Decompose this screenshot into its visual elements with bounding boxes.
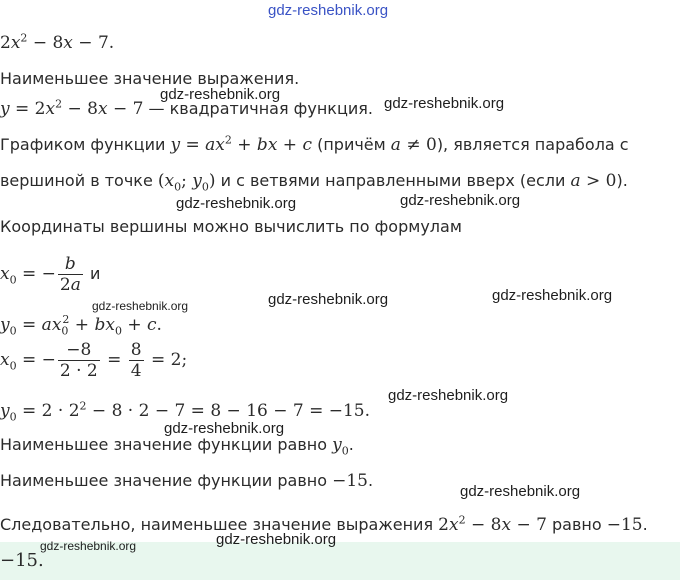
watermark: gdz-reshebnik.org (384, 95, 505, 112)
watermark: gdz-reshebnik.org (388, 387, 509, 404)
watermark: gdz-reshebnik.org (164, 420, 285, 437)
formula-x0: $x_0$ = − $\frac{b}{2a}$ и (0, 254, 101, 295)
function-line: $y = 2x^2 - 8x - 7$ — квадратичная функция. (0, 97, 373, 119)
calc-y0: $y_0 = 2 \cdot 2^2 - 8 \cdot 2 - 7 = 8 - 16 - 7 = -15$. (0, 399, 371, 424)
graph-line: Графиком функции $y = ax^2$ + bx + c (причём a ≠ 0), является парабола с (0, 133, 629, 155)
watermark: gdz-reshebnik.org (268, 291, 389, 308)
result-y0: Наименьшее значение функции равно $y_0$. (0, 435, 354, 458)
coords-heading: Координаты вершины можно вычислить по формулам (0, 217, 462, 236)
conclusion: Следовательно, наименьшее значение выражения $2x^2 - 8x - 7$ равно −15. (0, 513, 648, 535)
formula-y0: $y_0 = ax_0^2 + bx_0 + c$. (0, 313, 162, 338)
answer-value: −15. (0, 550, 44, 571)
watermark: gdz-reshebnik.org (460, 483, 581, 500)
heading-min: Наименьшее значение выражения. (0, 69, 300, 88)
watermark-top: gdz-reshebnik.org (268, 2, 389, 19)
watermark: gdz-reshebnik.org (400, 192, 521, 209)
watermark: gdz-reshebnik.org (492, 287, 613, 304)
watermark: gdz-reshebnik.org (176, 195, 297, 212)
result-value: Наименьшее значение функции равно −15. (0, 471, 374, 491)
watermark: gdz-reshebnik.org (160, 86, 281, 103)
watermark: gdz-reshebnik.org (216, 531, 337, 548)
watermark: gdz-reshebnik.org (92, 299, 189, 313)
calc-x0: $x_0$ = − $\frac{-8}{2 \cdot 2}$ = $\frac{8}{4}$ = 2; (0, 340, 188, 381)
watermark: gdz-reshebnik.org (40, 539, 137, 553)
vertex-line: вершиной в точке ($x_0$; $y_0$) и с ветвями направленными вверх (если a > 0). (0, 171, 628, 194)
expression: $2x^2 - 8x - 7$. (0, 31, 115, 53)
